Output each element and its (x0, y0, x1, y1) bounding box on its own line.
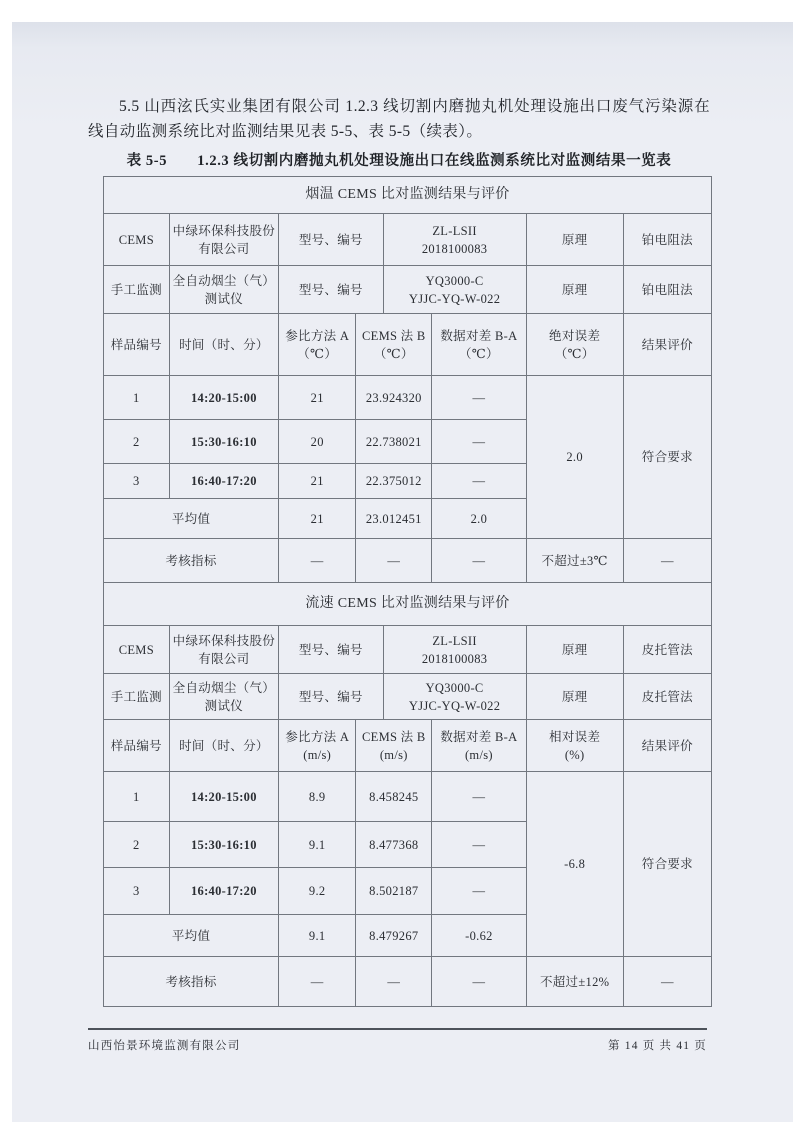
model-line1: ZL-LSII (432, 633, 477, 648)
cell-time: 14:20-15:00 (169, 772, 278, 822)
cell-average-label: 平均值 (104, 915, 279, 957)
cell-assessment-cems: — (356, 539, 432, 583)
cell-diff-value: — (432, 868, 526, 915)
cell-assessment-label: 考核指标 (104, 957, 279, 1007)
cell-ref-value: 9.2 (279, 868, 356, 915)
cell-diff-value: — (432, 772, 526, 822)
cell-assessment-ref: — (279, 957, 356, 1007)
cell-ref-value: 21 (279, 376, 356, 420)
cell-time: 14:20-15:00 (169, 376, 278, 420)
col-header-result: 结果评价 (623, 720, 711, 772)
col-header-cems: CEMS 法 B （℃） (356, 314, 432, 376)
cell-principle-label: 原理 (526, 674, 623, 720)
cell-diff-value: — (432, 420, 526, 464)
cell-time: 16:40-17:20 (169, 868, 278, 915)
cell-assessment-diff: — (432, 539, 526, 583)
cell-ref-value: 8.9 (279, 772, 356, 822)
cell-diff-value: — (432, 464, 526, 499)
cell-cems-value: 8.458245 (356, 772, 432, 822)
col-header-error: 绝对误差 （℃） (526, 314, 623, 376)
table-caption: 表 5-5 1.2.3 线切割内磨抛丸机处理设施出口在线监测系统比对监测结果一览表 (126, 153, 672, 170)
cell-ref-value: 20 (279, 420, 356, 464)
cell-model-label: 型号、编号 (279, 266, 384, 314)
col-header-sample: 样品编号 (104, 720, 170, 772)
cell-model-value (383, 626, 526, 674)
model-line2: YJJC-YQ-W-022 (408, 291, 501, 306)
cell-assessment-ref: — (279, 539, 356, 583)
cell-model-label: 型号、编号 (279, 214, 384, 266)
cell-diff-value: — (432, 822, 526, 868)
cell-model-value (383, 266, 526, 314)
intro-paragraph: 5.5 山西泫氏实业集团有限公司 1.2.3 线切割内磨抛丸机处理设施出口废气污染源在线自动监测系统比对监测结果见表 5-5、表 5-5（续表）。 (88, 98, 710, 141)
cell-principle-label: 原理 (526, 214, 623, 266)
page-content (88, 94, 710, 1007)
cell-sample-no: 2 (104, 822, 170, 868)
cell-cems-value: 8.502187 (356, 868, 432, 915)
cell-ref-value: 9.1 (279, 822, 356, 868)
cell-cems-value: 22.375012 (356, 464, 432, 499)
section-title-temperature: 烟温 CEMS 比对监测结果与评价 (104, 177, 712, 214)
col-header-diff: 数据对差 B-A （℃） (432, 314, 526, 376)
model-line1: ZL-LSII (432, 223, 477, 238)
col-header-result: 结果评价 (623, 314, 711, 376)
cell-system-label: CEMS (104, 626, 170, 674)
cell-principle-value: 皮托管法 (623, 626, 711, 674)
model-line2: 2018100083 (421, 241, 488, 256)
cell-principle-value: 皮托管法 (623, 674, 711, 720)
cell-assessment-limit: 不超过±12% (526, 957, 623, 1007)
cell-model-label: 型号、编号 (279, 674, 384, 720)
col-header-time: 时间（时、分） (169, 720, 278, 772)
cell-average-cems: 8.479267 (356, 915, 432, 957)
cell-cems-value: 23.924320 (356, 376, 432, 420)
cell-assessment-result: — (623, 957, 711, 1007)
cell-model-label: 型号、编号 (279, 626, 384, 674)
cell-time: 16:40-17:20 (169, 464, 278, 499)
cell-relative-error: -6.8 (526, 772, 623, 957)
model-line1: YQ3000-C (425, 273, 484, 288)
col-header-time: 时间（时、分） (169, 314, 278, 376)
cell-vendor: 全自动烟尘（气）测试仪 (169, 266, 278, 314)
col-header-error: 相对误差 (%) (526, 720, 623, 772)
model-line2: 2018100083 (421, 651, 488, 666)
cell-model-value (383, 214, 526, 266)
page-footer (88, 1028, 707, 1053)
cell-average-diff: 2.0 (432, 499, 526, 539)
cell-time: 15:30-16:10 (169, 822, 278, 868)
cell-sample-no: 3 (104, 868, 170, 915)
cell-cems-value: 8.477368 (356, 822, 432, 868)
col-header-reference: 参比方法 A （℃） (279, 314, 356, 376)
col-header-cems: CEMS 法 B (m/s) (356, 720, 432, 772)
cell-assessment-label: 考核指标 (104, 539, 279, 583)
cell-assessment-diff: — (432, 957, 526, 1007)
cell-average-ref: 9.1 (279, 915, 356, 957)
cell-system-label: CEMS (104, 214, 170, 266)
cell-sample-no: 1 (104, 772, 170, 822)
footer-company-name: 山西怡景环境监测有限公司 (88, 1040, 241, 1052)
cell-assessment-cems: — (356, 957, 432, 1007)
cell-average-diff: -0.62 (432, 915, 526, 957)
cell-principle-label: 原理 (526, 626, 623, 674)
model-line2: YJJC-YQ-W-022 (408, 698, 501, 713)
cell-vendor: 中绿环保科技股份有限公司 (169, 214, 278, 266)
cell-absolute-error: 2.0 (526, 376, 623, 539)
cell-time: 15:30-16:10 (169, 420, 278, 464)
cell-ref-value: 21 (279, 464, 356, 499)
cell-principle-label: 原理 (526, 266, 623, 314)
cell-assessment-limit: 不超过±3℃ (526, 539, 623, 583)
cell-system-label: 手工监测 (104, 674, 170, 720)
cell-model-value (383, 674, 526, 720)
cell-assessment-result: — (623, 539, 711, 583)
cell-sample-no: 1 (104, 376, 170, 420)
cell-result-evaluation: 符合要求 (623, 376, 711, 539)
col-header-sample: 样品编号 (104, 314, 170, 376)
cell-diff-value: — (432, 376, 526, 420)
cell-system-label: 手工监测 (104, 266, 170, 314)
footer-page-number: 第 14 页 共 41 页 (608, 1040, 707, 1052)
comparison-results-table (103, 176, 712, 1007)
cell-vendor: 中绿环保科技股份有限公司 (169, 626, 278, 674)
cell-principle-value: 铂电阻法 (623, 214, 711, 266)
model-line1: YQ3000-C (425, 680, 484, 695)
section-title-velocity: 流速 CEMS 比对监测结果与评价 (104, 583, 712, 626)
col-header-diff: 数据对差 B-A (m/s) (432, 720, 526, 772)
col-header-reference: 参比方法 A (m/s) (279, 720, 356, 772)
cell-average-ref: 21 (279, 499, 356, 539)
cell-average-label: 平均值 (104, 499, 279, 539)
cell-result-evaluation: 符合要求 (623, 772, 711, 957)
cell-principle-value: 铂电阻法 (623, 266, 711, 314)
cell-cems-value: 22.738021 (356, 420, 432, 464)
cell-vendor: 全自动烟尘（气）测试仪 (169, 674, 278, 720)
cell-sample-no: 2 (104, 420, 170, 464)
cell-sample-no: 3 (104, 464, 170, 499)
cell-average-cems: 23.012451 (356, 499, 432, 539)
